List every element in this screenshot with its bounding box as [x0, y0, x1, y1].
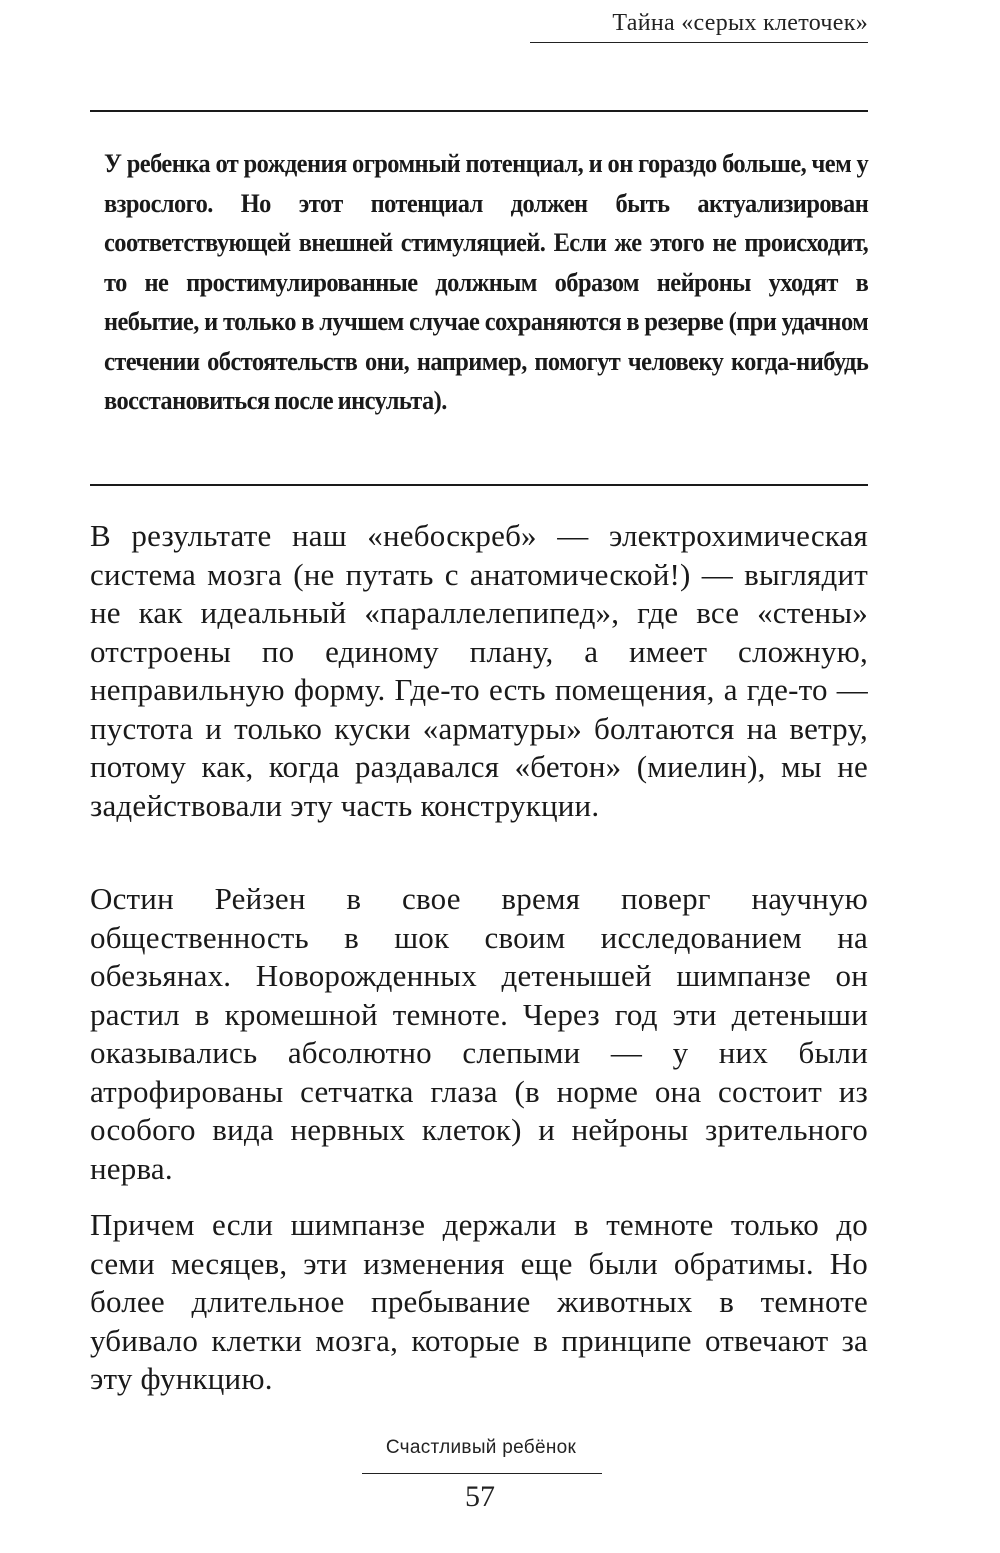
running-head-rule — [530, 42, 868, 43]
callout-bottom-rule — [90, 484, 868, 486]
callout-text: У ребенка от рождения огромный потенциал, и он гораздо больше, чем у взрослого. Но этот потенциал должен быть актуализирован соответствующей внешней стимуляцией. Если же этого не происходит, то не простимулированные должным образом нейроны уходят в небытие, и только в лучшем случае сохраняются в резерве (при удачном стечении обстоятельств они, например, помогут человеку когда-нибудь восстановиться после инсульта). — [104, 149, 869, 415]
page-number: 57 — [465, 1480, 495, 1513]
running-head-title: Тайна «серых клеточек» — [612, 10, 868, 36]
body-paragraph-1: В результате наш «небоскреб» — электрохимическая система мозга (не путать с анатомической!) — выглядит не как идеальный «параллелепипед», где все «стены» отстроены по единому плану, а имеет сложную, неправильную форму. Где-то есть помещения, а где-то — пустота и только куски «арматуры» болтаются на ветру, потому как, когда раздавался «бетон» (миелин), мы не задействовали эту часть конструкции. — [90, 518, 868, 823]
callout-top-rule — [90, 110, 868, 112]
body-paragraph-2: Остин Рейзен в свое время поверг научную общественность в шок своим исследованием на обезьянах. Новорожденных детенышей шимпанзе он растил в кромешной темноте. Через год эти детеныши оказывались абсолютно слепыми — у них были атрофированы сетчатка глаза (в норме она состоит из особого вида нервных клеток) и нейроны зрительного нерва. — [90, 881, 868, 1186]
body-paragraph-3: Причем если шимпанзе держали в темноте только до семи месяцев, эти изменения еще были обратимы. Но более длительное пребывание животных в темноте убивало клетки мозга, которые в принципе отвечают за эту функцию. — [90, 1207, 868, 1396]
footer-rule — [362, 1473, 602, 1474]
footer-book-title: Счастливый ребёнок — [385, 1437, 577, 1458]
